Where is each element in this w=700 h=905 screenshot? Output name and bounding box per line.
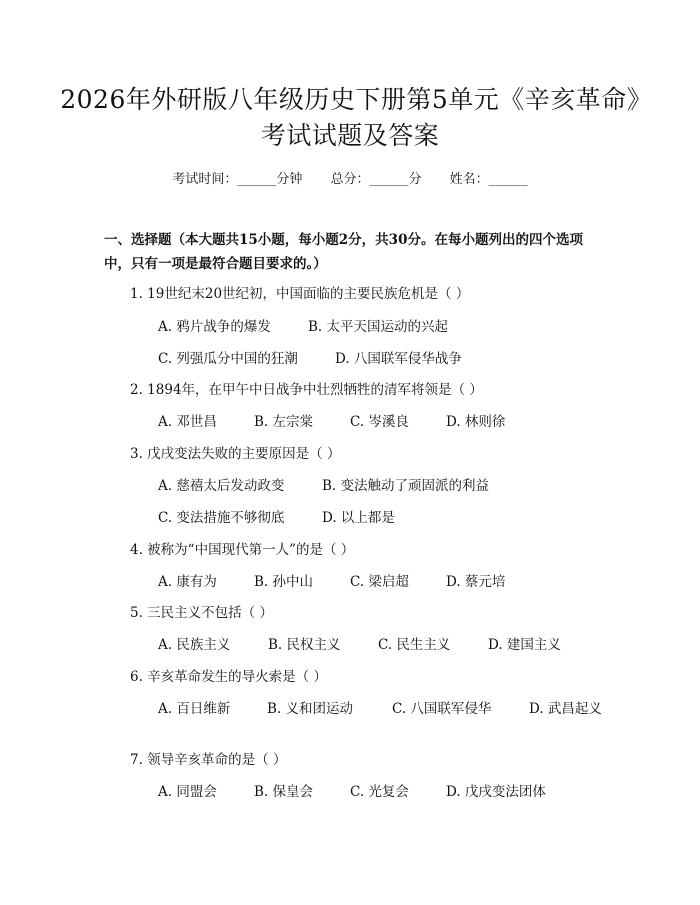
question-7-options — [158, 780, 546, 800]
total-score-field: 总分：______分 — [330, 172, 422, 187]
question-4-stem: 4. 被称为“中国现代第一人”的是（ ） — [130, 542, 355, 558]
question-3-options-row-2 — [158, 506, 395, 526]
question-5-option-c: C. 民生主义 — [378, 637, 451, 653]
question-6-stem: 6. 辛亥革命发生的导火索是（ ） — [130, 669, 327, 685]
question-3-option-d: D. 以上都是 — [322, 510, 395, 526]
question-3-option-b: B. 变法触动了顽固派的利益 — [322, 478, 490, 494]
question-7-option-c: C. 光复会 — [350, 784, 409, 800]
question-1-option-a: A. 鸦片战争的爆发 — [158, 319, 271, 335]
exam-time-field: 考试时间：______分钟 — [172, 172, 303, 187]
section-heading: 一、选择题（本大题共15小题，每小题2分，共30分。在每小题列出的四个选项中，只有一项是最符合题目要求的。） — [104, 232, 583, 272]
question-5-option-a: A. 民族主义 — [158, 637, 231, 653]
question-7-stem: 7. 领导辛亥革命的是（ ） — [130, 752, 287, 768]
question-5-option-d: D. 建国主义 — [488, 637, 561, 653]
question-5-options — [158, 633, 561, 653]
question-5-option-b: B. 民权主义 — [268, 637, 341, 653]
question-2-options — [158, 410, 505, 430]
question-6-option-a: A. 百日维新 — [158, 701, 231, 717]
question-4-options — [158, 570, 505, 590]
question-2-option-d: D. 林则徐 — [446, 414, 506, 430]
question-2-stem: 2. 1894年，在甲午中日战争中壮烈牺牲的清军将领是（ ） — [130, 382, 483, 398]
question-2-option-b: B. 左宗棠 — [254, 414, 314, 430]
question-2-option-a: A. 邓世昌 — [158, 414, 217, 430]
question-7-option-b: B. 保皇会 — [254, 784, 314, 800]
question-3-option-a: A. 慈禧太后发动政变 — [158, 478, 285, 494]
exam-title: 2026年外研版八年级历史下册第5单元《辛亥革命》考试试题及答案 — [60, 85, 640, 150]
question-3-option-c: C. 变法措施不够彻底 — [158, 510, 285, 526]
question-6-option-d: D. 武昌起义 — [529, 701, 602, 717]
question-3-stem: 3. 戊戌变法失败的主要原因是（ ） — [130, 446, 341, 462]
question-2-option-c: C. 岑溪良 — [350, 414, 409, 430]
question-1-options-row-1 — [158, 315, 448, 335]
question-4-option-c: C. 梁启超 — [350, 574, 409, 590]
question-3-options-row-1 — [158, 474, 489, 494]
question-7-option-a: A. 同盟会 — [158, 784, 217, 800]
name-field: 姓名：______ — [449, 172, 528, 187]
question-1-options-row-2 — [158, 347, 462, 367]
question-4-option-b: B. 孙中山 — [254, 574, 314, 590]
question-1-stem: 1. 19世纪末20世纪初，中国面临的主要民族危机是（ ） — [130, 286, 470, 302]
question-5-stem: 5. 三民主义不包括（ ） — [130, 605, 273, 621]
exam-meta — [0, 168, 700, 187]
question-1-option-d: D. 八国联军侵华战争 — [335, 351, 462, 367]
question-1-option-c: C. 列强瓜分中国的狂潮 — [158, 351, 298, 367]
question-6-options — [158, 697, 602, 717]
question-4-option-d: D. 蔡元培 — [446, 574, 506, 590]
question-7-option-d: D. 戊戌变法团体 — [446, 784, 546, 800]
question-6-option-b: B. 义和团运动 — [267, 701, 354, 717]
question-4-option-a: A. 康有为 — [158, 574, 217, 590]
question-6-option-c: C. 八国联军侵华 — [392, 701, 492, 717]
question-1-option-b: B. 太平天国运动的兴起 — [308, 319, 449, 335]
